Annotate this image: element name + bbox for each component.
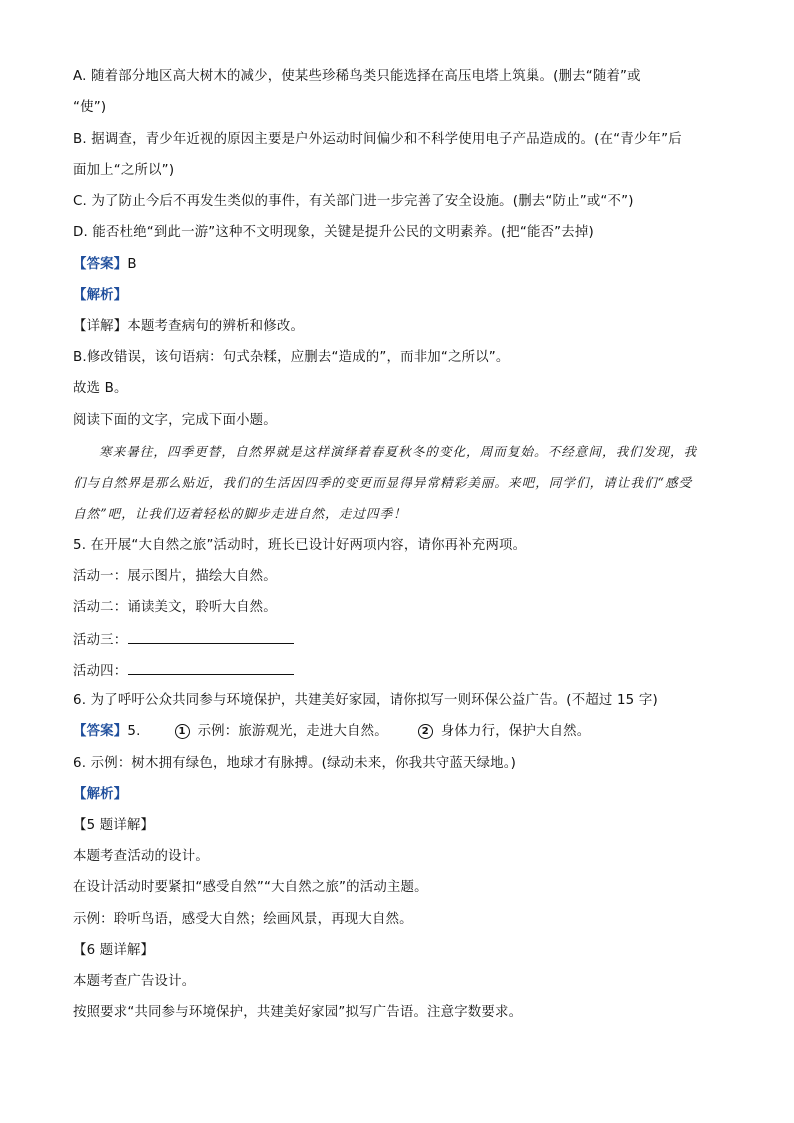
detail-6-line1: 本题考查广告设计。 bbox=[73, 974, 196, 989]
detail-5-line3: 示例：聆听鸟语，感受大自然；绘画风景，再现大自然。 bbox=[73, 912, 413, 927]
activity-3 bbox=[73, 630, 294, 650]
answer-value: B bbox=[127, 257, 137, 272]
detail-line3: 故选 B。 bbox=[73, 381, 128, 396]
passage-line2: 们与自然界是那么贴近，我们的生活因四季的变更而显得异常精彩美丽。来吧，同学们，请让我们“感受 bbox=[73, 475, 693, 490]
answer-line-2 bbox=[73, 723, 590, 741]
option-a-line1: A. 随着部分地区高大树木的减少，使某些珍稀鸟类只能选择在高压电塔上筑巢。(删去“随着”或 bbox=[73, 69, 641, 84]
circled-number-2: 2 bbox=[418, 724, 433, 739]
answer-label: 【答案】 bbox=[73, 257, 128, 272]
answer-item-2: 身体力行，保护大自然。 bbox=[440, 724, 591, 739]
answer-blank-4 bbox=[128, 661, 294, 675]
detail-5-line2: 在设计活动时要紧扣“感受自然”“大自然之旅”的活动主题。 bbox=[73, 880, 428, 895]
answer-blank-3 bbox=[128, 630, 294, 644]
detail-6-label: 【6 题详解】 bbox=[73, 943, 155, 958]
detail-5-line1: 本题考查活动的设计。 bbox=[73, 849, 209, 864]
activity-3-label: 活动三： bbox=[73, 633, 128, 648]
option-b-line2: 面加上“之所以”) bbox=[73, 163, 175, 178]
detail-line1: 【详解】本题考查病句的辨析和修改。 bbox=[73, 319, 305, 334]
activity-1: 活动一：展示图片，描绘大自然。 bbox=[73, 569, 277, 584]
circled-number-1: 1 bbox=[175, 724, 190, 739]
answer-num: 5. bbox=[127, 724, 141, 739]
passage-line1: 寒来暑往，四季更替，自然界就是这样演绎着春夏秋冬的变化，周而复始。不经意间，我们发现，我 bbox=[99, 444, 698, 459]
option-a-line2: “使”) bbox=[73, 100, 107, 115]
reading-instruction: 阅读下面的文字，完成下面小题。 bbox=[73, 413, 277, 428]
option-d: D. 能否杜绝“到此一游”这种不文明现象，关键是提升公民的文明素养。(把“能否”去掉) bbox=[73, 225, 594, 240]
activity-4 bbox=[73, 661, 294, 681]
analysis-label-2: 【解析】 bbox=[73, 787, 128, 802]
detail-6-line2: 按照要求“共同参与环境保护，共建美好家园”拟写广告语。注意字数要求。 bbox=[73, 1005, 523, 1020]
analysis-label: 【解析】 bbox=[73, 288, 128, 303]
question-5: 5. 在开展“大自然之旅”活动时，班长已设计好两项内容，请你再补充两项。 bbox=[73, 538, 527, 553]
activity-4-label: 活动四： bbox=[73, 664, 128, 679]
activity-2: 活动二：诵读美文，聆听大自然。 bbox=[73, 600, 277, 615]
option-b-line1: B. 据调查，青少年近视的原因主要是户外运动时间偏少和不科学使用电子产品造成的。(在“青少年”后 bbox=[73, 132, 682, 147]
question-6: 6. 为了呼吁公众共同参与环境保护，共建美好家园，请你拟写一则环保公益广告。(不超过 15 字) bbox=[73, 693, 658, 708]
detail-line2: B.修改错误，该句语病：句式杂糅，应删去“造成的”，而非加“之所以”。 bbox=[73, 350, 510, 365]
answer-6: 6. 示例：树木拥有绿色，地球才有脉搏。(绿动未来，你我共守蓝天绿地。) bbox=[73, 756, 517, 771]
passage-line3: 自然”吧，让我们迈着轻松的脚步走进自然，走过四季！ bbox=[73, 506, 407, 521]
answer-line bbox=[73, 256, 137, 274]
detail-5-label: 【5 题详解】 bbox=[73, 818, 155, 833]
option-c: C. 为了防止今后不再发生类似的事件，有关部门进一步完善了安全设施。(删去“防止”或“不”) bbox=[73, 194, 634, 209]
answer-label-2: 【答案】 bbox=[73, 724, 128, 739]
answer-item-1: 示例：旅游观光，走进大自然。 bbox=[197, 724, 388, 739]
